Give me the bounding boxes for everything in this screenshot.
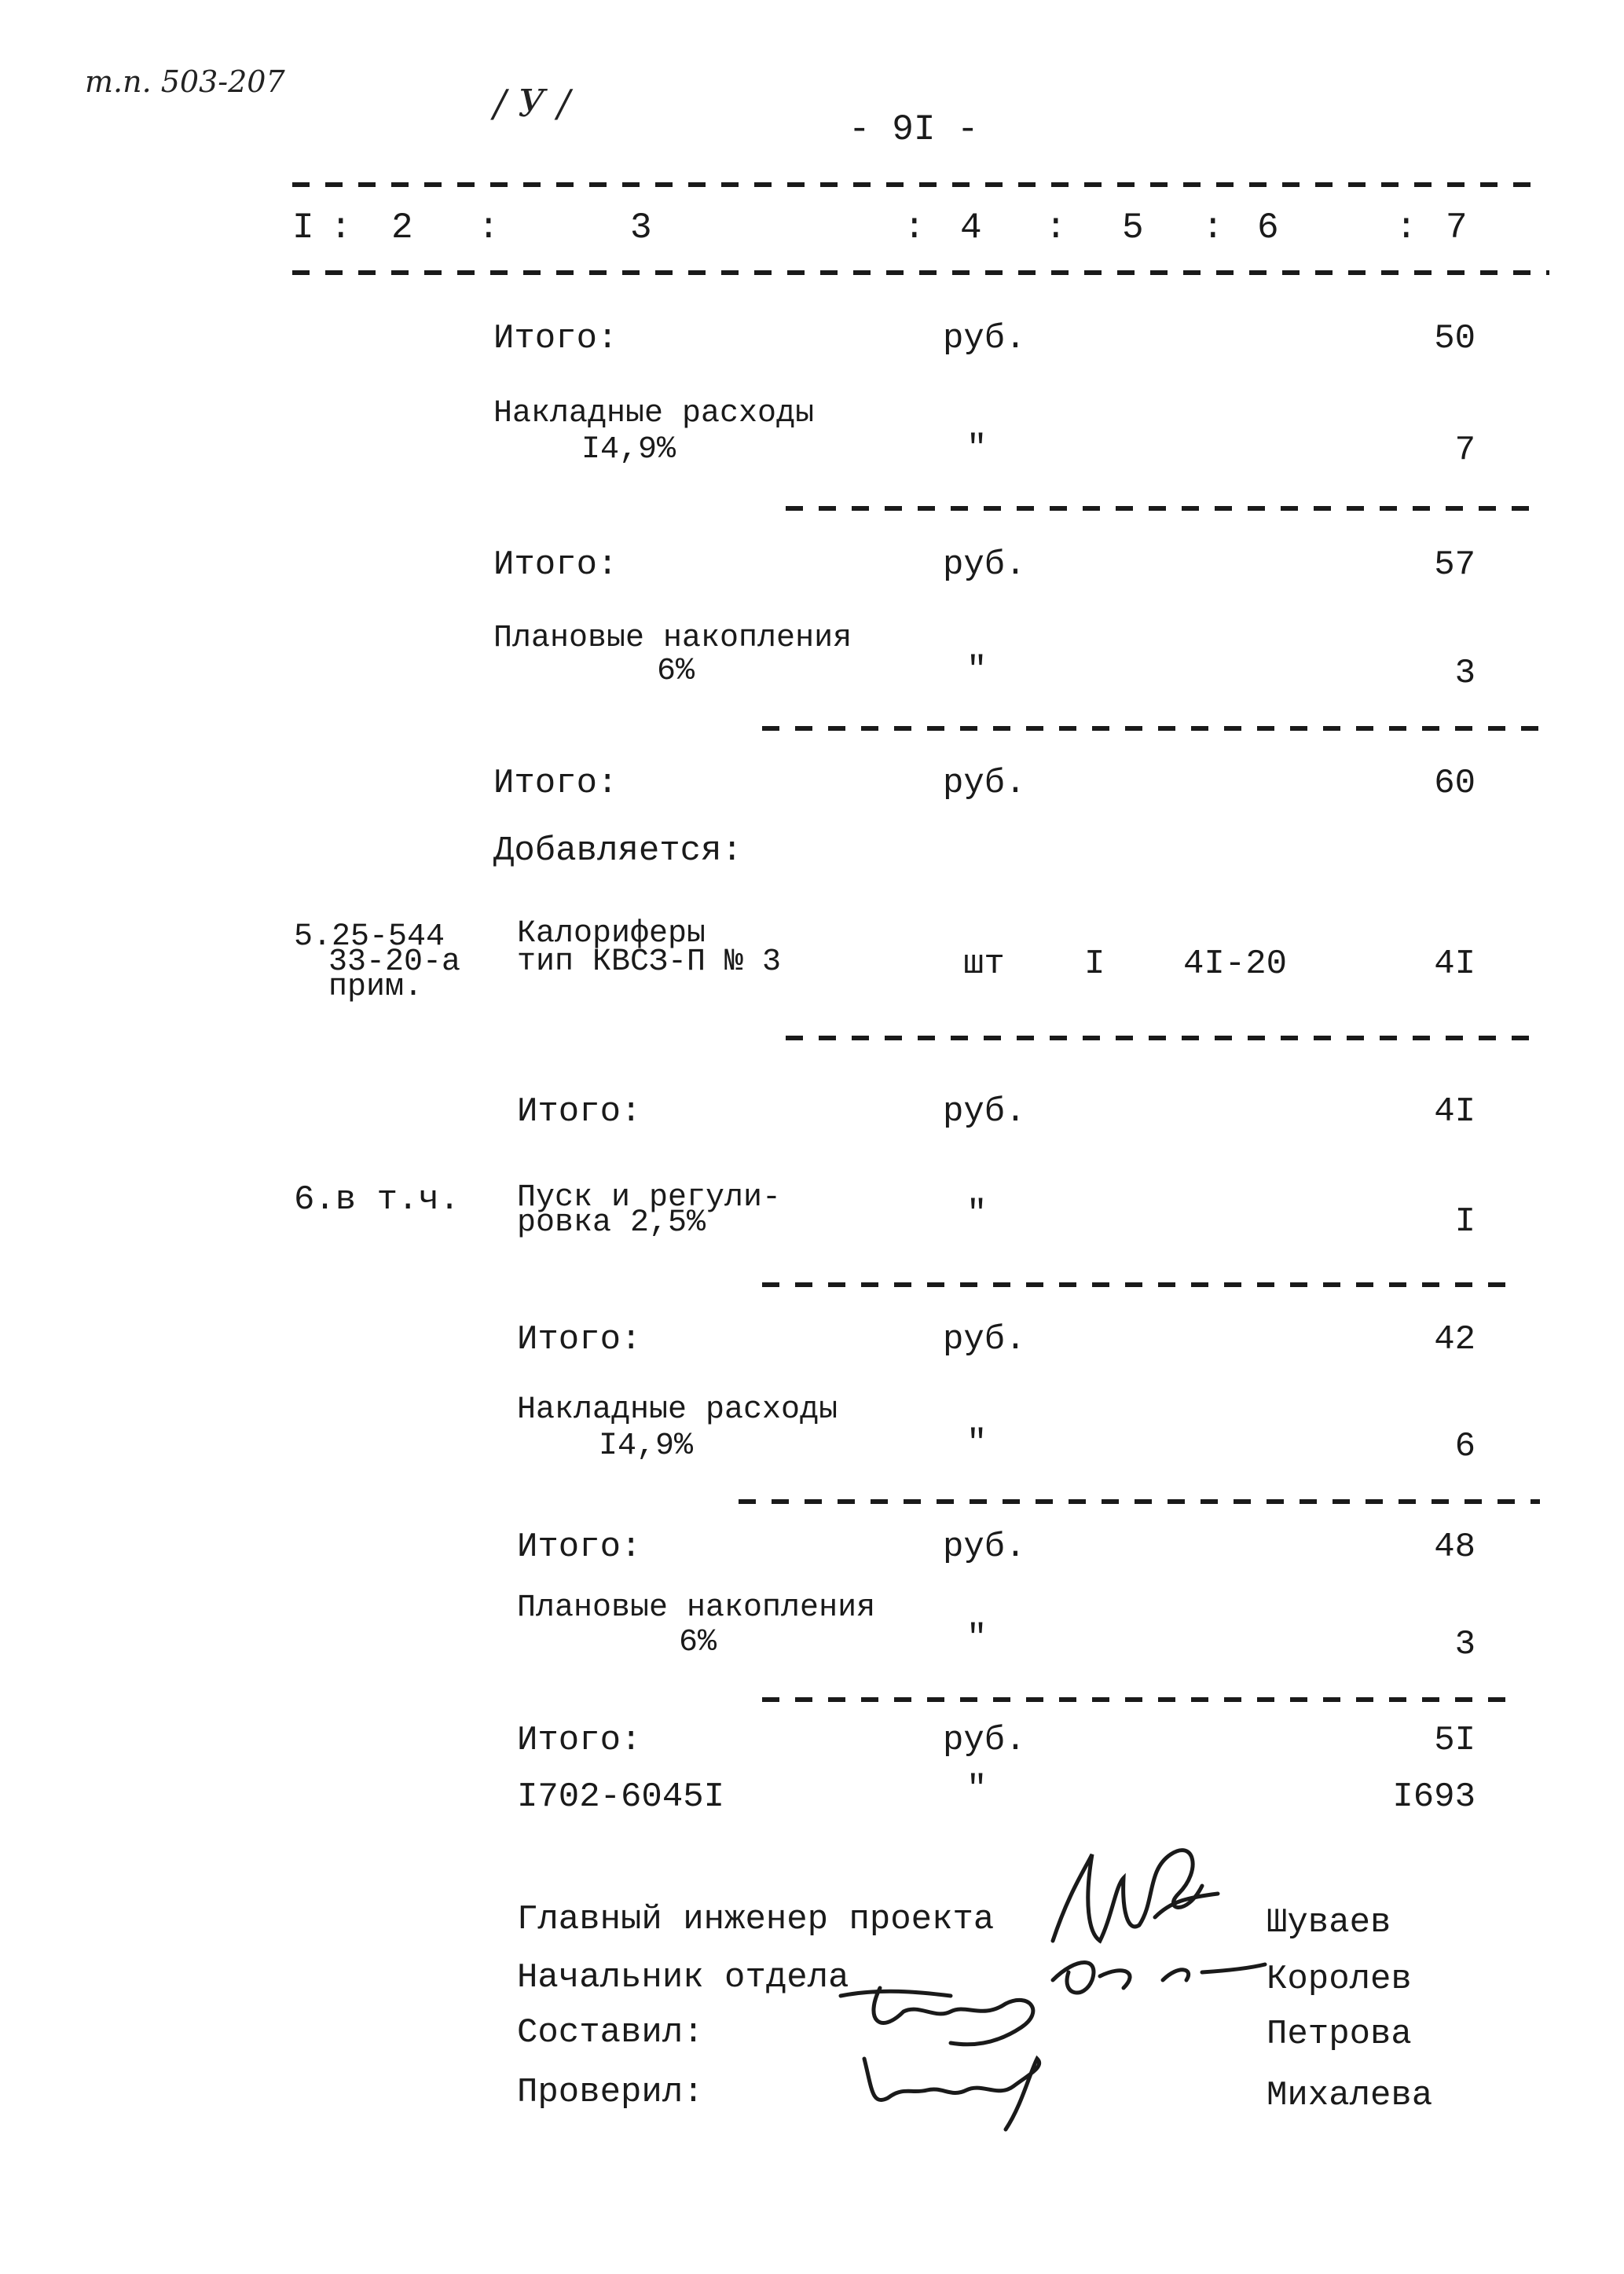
signature-role: Проверил: — [517, 2073, 704, 2112]
signature-role: Составил: — [517, 2013, 704, 2052]
row-total-value: I693 — [1392, 1777, 1476, 1817]
row-label: Итого: — [517, 1092, 642, 1131]
header-top-rule — [292, 182, 1542, 187]
row-label-sub: тип КВСЗ-П № 3 — [517, 944, 782, 980]
row-total-value: 42 — [1434, 1320, 1476, 1359]
row-total-value: 5I — [1434, 1721, 1476, 1760]
row-unit: " — [966, 1770, 988, 1809]
row-unit: руб. — [943, 1528, 1026, 1567]
row-label-sub: ровка 2,5% — [517, 1205, 706, 1241]
row-label-sub: I4,9% — [581, 432, 676, 468]
row-total-value: 4I — [1434, 944, 1476, 984]
col-sep: : — [1045, 207, 1067, 248]
row-code: 5.25-544 — [294, 919, 445, 955]
row-total-value: I — [1454, 1202, 1476, 1242]
row-total-value: 50 — [1434, 319, 1476, 358]
row-total-value: 57 — [1434, 545, 1476, 585]
signature-name: Королев — [1267, 1960, 1412, 1999]
signature-name: Петрова — [1267, 2015, 1412, 2054]
col-sep: : — [478, 207, 500, 248]
row-unit: " — [966, 1619, 988, 1658]
row-label: Плановые накопления — [517, 1590, 876, 1626]
row-quantity: I — [1084, 944, 1105, 984]
document-code-mark: т.п. 503-207 — [85, 64, 285, 99]
row-rule — [762, 726, 1540, 731]
row-unit: " — [966, 1424, 988, 1463]
row-label: Итого: — [517, 1320, 642, 1359]
col-1-header: I — [292, 207, 314, 248]
signature-name: Михалева — [1267, 2076, 1433, 2115]
row-rule — [786, 506, 1540, 511]
row-label: I702-6045I — [517, 1777, 725, 1817]
row-label: Итого: — [517, 1721, 642, 1760]
row-unit: " — [966, 1194, 988, 1234]
row-code-line2: 33-20-а — [328, 944, 461, 980]
header-bottom-rule — [292, 270, 1549, 275]
row-unit: руб. — [943, 1320, 1026, 1359]
section-mark: / У / — [493, 82, 570, 126]
row-label: Итого: — [493, 764, 618, 803]
row-code-line3: прим. — [328, 970, 423, 1005]
row-unit: руб. — [943, 545, 1026, 585]
row-label-sub: 6% — [679, 1625, 717, 1660]
signature-role: Начальник отдела — [517, 1958, 849, 1997]
row-label: Итого: — [493, 545, 618, 585]
col-7-header: 7 — [1446, 207, 1468, 248]
row-unit: руб. — [943, 764, 1026, 803]
row-total-value: 3 — [1454, 654, 1476, 693]
row-total-value: 60 — [1434, 764, 1476, 803]
row-unit: шт — [963, 944, 1005, 984]
page-number: - 9I - — [849, 109, 979, 150]
col-5-header: 5 — [1122, 207, 1144, 248]
row-label: Накладные расходы — [493, 396, 815, 431]
row-label-sub: I4,9% — [599, 1429, 694, 1464]
row-unit: руб. — [943, 1721, 1026, 1760]
col-3-header: 3 — [630, 207, 652, 248]
row-total-value: 4I — [1434, 1092, 1476, 1131]
section-label: Добавляется: — [493, 831, 742, 871]
row-code: 6.в т.ч. — [294, 1180, 460, 1220]
row-unit: " — [966, 651, 988, 690]
row-label: Итого: — [517, 1528, 642, 1567]
col-6-header: 6 — [1257, 207, 1279, 248]
row-label: Пуск и регули- — [517, 1180, 782, 1216]
row-label-sub: 6% — [657, 654, 695, 689]
col-sep: : — [1202, 207, 1224, 248]
row-label: Калориферы — [517, 916, 706, 952]
col-sep: : — [330, 207, 352, 248]
row-unit: " — [966, 429, 988, 468]
col-sep: : — [1395, 207, 1417, 248]
handwritten-signature — [849, 2043, 1076, 2137]
col-2-header: 2 — [391, 207, 413, 248]
col-sep: : — [904, 207, 926, 248]
row-rule — [762, 1697, 1516, 1702]
row-unit-price: 4I-20 — [1183, 944, 1288, 984]
signature-role: Главный инженер проекта — [517, 1900, 995, 1939]
row-label: Плановые накопления — [493, 621, 852, 656]
row-total-value: 48 — [1434, 1528, 1476, 1567]
row-unit: руб. — [943, 319, 1026, 358]
row-total-value: 6 — [1454, 1427, 1476, 1466]
col-4-header: 4 — [960, 207, 982, 248]
row-unit: руб. — [943, 1092, 1026, 1131]
row-total-value: 3 — [1454, 1625, 1476, 1664]
row-total-value: 7 — [1454, 431, 1476, 470]
row-label: Накладные расходы — [517, 1392, 838, 1428]
signature-name: Шуваев — [1267, 1903, 1391, 1942]
row-rule — [786, 1036, 1540, 1040]
row-rule — [739, 1499, 1540, 1504]
row-label: Итого: — [493, 319, 618, 358]
row-rule — [762, 1282, 1509, 1287]
